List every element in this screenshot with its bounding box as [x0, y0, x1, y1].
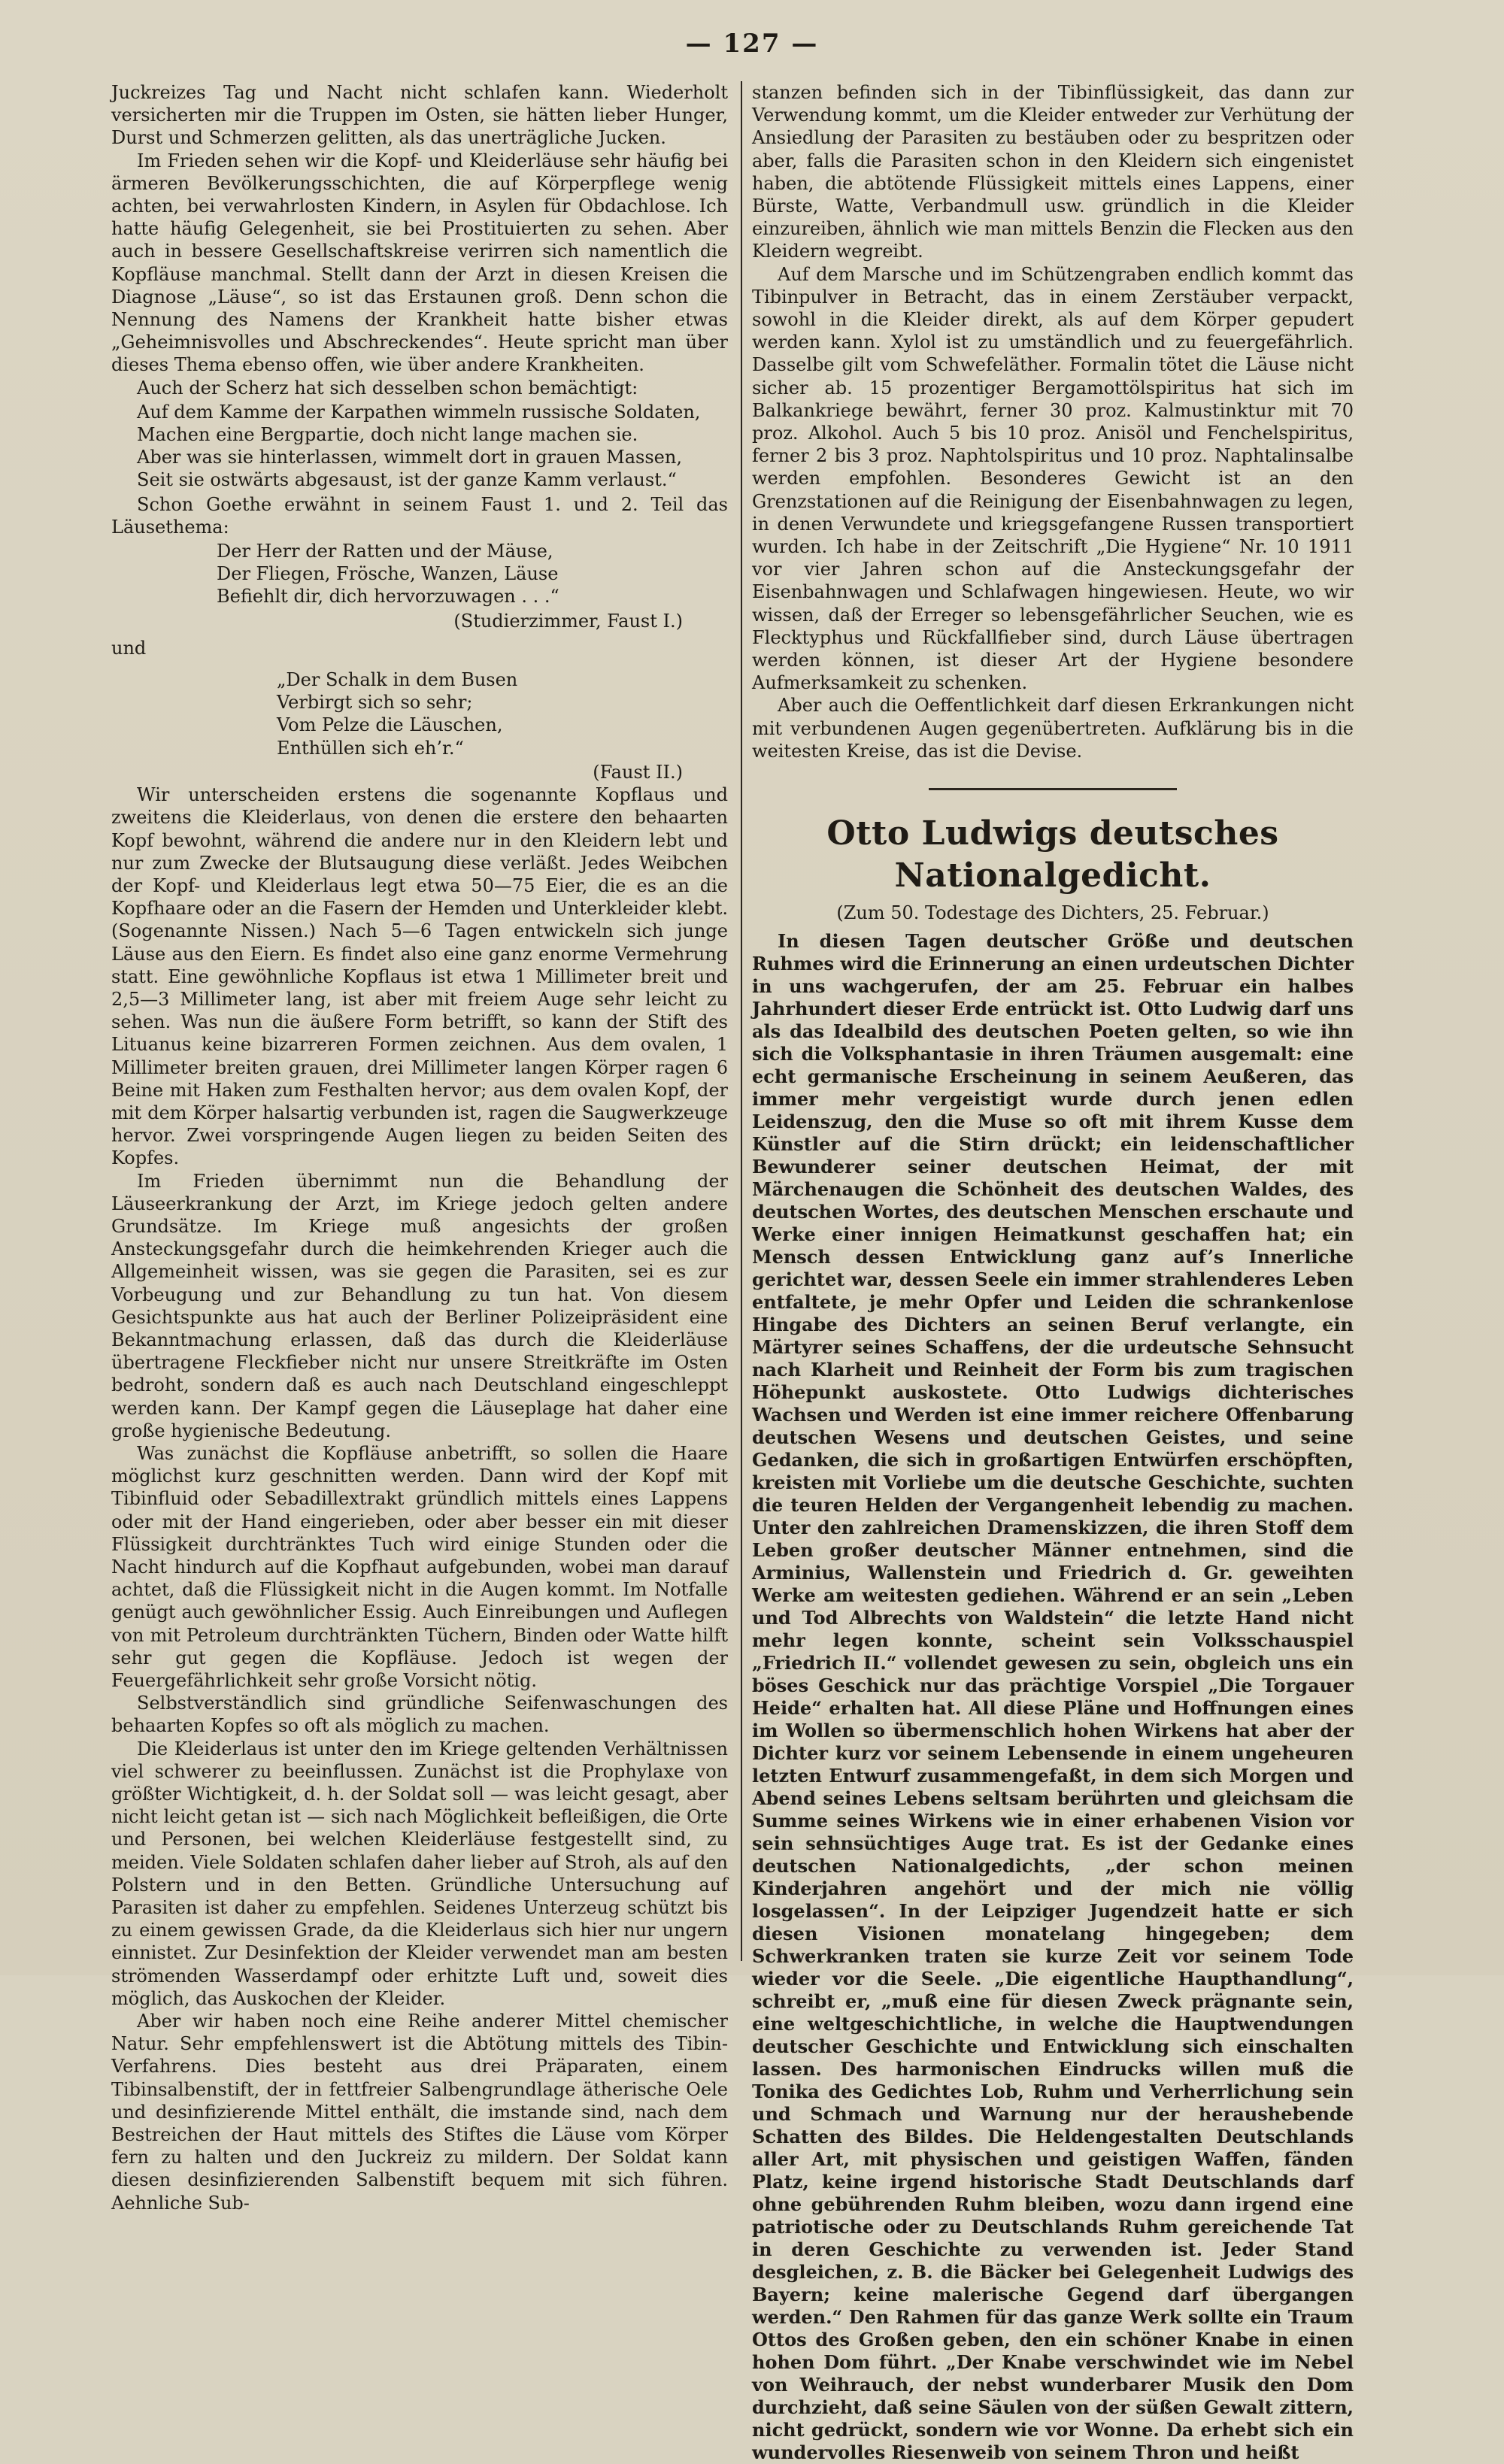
verse-line: „Der Schalk in dem Busen: [277, 669, 518, 691]
verse-line: Seit sie ostwärts abgesaust, ist der ganze Kamm verlaust.“: [137, 469, 677, 491]
paragraph: stanzen befinden sich in der Tibinflüssigkeit, das dann zur Verwendung kommt, um die Kleider entweder zur Verhütung der Ansiedlung der Parasiten zu bestäuben oder zu bespritzen oder aber, falls die Parasiten schon in den Kleidern sich eingenistet haben, die abtötende Flüssigkeit mittels eines Lappens, einer Bürste, Watte, Verbandmull usw. gründlich in die Kleider einzureiben, ähnlich wie man mittels Benzin die Flecken aus den Kleidern wegreibt.: [752, 82, 1354, 262]
verse-line: Der Fliegen, Frösche, Wanzen, Läuse: [217, 563, 559, 585]
paragraph: Auf dem Marsche und im Schützengraben endlich kommt das Tibinpulver in Betracht, das in einem Zerstäuber verpackt, sowohl in die Kleider direkt, als auf dem Körper gepudert werden kann. Xylol ist zu umständlich und zu feuergefährlich. Dasselbe gilt vom Schwefeläther. Formalin tötet die Läuse nicht sicher ab. 15 prozentiger Bergamottölspiritus hat sich im Balkankriege bewährt, ferner 30 proz. Kalmustinktur mit 70 proz. Alkohol. Auch 5 bis 10 proz. Anisöl und Fenchelspiritus, ferner 2 bis 3 proz. Naphtolspiritus und 10 proz. Naphtalinsalbe werden empfohlen. Besonderes Gewicht ist an den Grenzstationen auf die Reinigung der Eisenbahnwagen zu legen, in denen Verwundete und kriegsgefangene Russen transportiert wurden. Ich habe in der Zeitschrift „Die Hygiene“ Nr. 10 1911 vor vier Jahren schon auf die Ansteckungsgefahr der Eisenbahnwagen und Schlafwagen hingewiesen. Heute, wo wir wissen, daß der Erreger so lebensgefährlicher Seuchen, wie es Flecktyphus und Rückfallfieber sind, durch Läuse übertragen werden können, ist dieser Art der Hygiene besondere Aufmerksamkeit zu schenken.: [752, 263, 1354, 694]
paragraph: Juckreizes Tag und Nacht nicht schlafen kann. Wiederholt versicherten mir die Truppen im Osten, sie hätten lieber Hunger, Durst und Schmerzen gelitten, als das unerträgliche Jucken.: [111, 82, 728, 149]
paragraph: Aber auch die Oeffentlichkeit darf diesen Erkrankungen nicht mit verbundenen Augen gegenübertreten. Aufklärung bis in die weitesten Kreise, das ist die Devise.: [752, 695, 1354, 762]
paragraph: Schon Goethe erwähnt in seinem Faust 1. und 2. Teil das Läusethema:: [111, 493, 728, 538]
paragraph: Im Frieden sehen wir die Kopf- und Kleiderläuse sehr häufig bei ärmeren Bevölkerungsschichten, die auf Körperpflege wenig achten, bei verwahrlosten Kindern, in Asylen für Obdachlose. Ich hatte häufig Gelegenheit, sie bei Prostituierten zu sehen. Aber auch in bessere Gesellschaftskreise verirren sich namentlich die Kopfläuse manchmal. Stellt dann der Arzt in diesen Kreisen die Diagnose „Läuse“, so ist das Erstaunen groß. Denn schon die Nennung des Namens der Krankheit hatte bisher etwas „Geheimnisvolles und Abschreckendes“. Heute spricht man über dieses Thema ebenso offen, wie über andere Krankheiten.: [111, 150, 728, 376]
verse-line: Der Herr der Ratten und der Mäuse,: [217, 541, 553, 562]
verse-faust-1: [217, 540, 728, 608]
verse-karpathen: [137, 401, 728, 492]
verse-line: Auf dem Kamme der Karpathen wimmeln russische Soldaten,: [137, 401, 701, 423]
paragraph: Aber wir haben noch eine Reihe anderer Mittel chemischer Natur. Sehr empfehlenswert ist die Abtötung mittels des Tibin-Verfahrens. Dies besteht aus drei Präparaten, einem Tibinsalbenstift, der in fettfreier Salbengrundlage ätherische Oele und desinfizierende Mittel enthält, die imstande sind, nach dem Bestreichen der Haut mittels des Stiftes die Läuse vom Körper fern zu halten und den Juckreiz zu mildern. Der Soldat kann diesen desinfizierenden Salbenstift bequem mit sich führen. Aehnliche Sub-: [111, 2011, 728, 2214]
article-body: In diesen Tagen deutscher Größe und deutschen Ruhmes wird die Erinnerung an einen urdeutschen Dichter in uns wachgerufen, der am 25. Februar ein halbes Jahrhundert dieser Erde entrückt ist. Otto Ludwig darf uns als das Idealbild des deutschen Poeten gelten, so wie ihn sich die Volksphantasie in ihren Träumen ausgemalt: eine echt germanische Erscheinung in seinem Aeußeren, das immer mehr vergeistigt wurde durch jenen edlen Leidenszug, den die Muse so oft mit ihrem Kusse dem Künstler auf die Stirn drückt; ein leidenschaftlicher Bewunderer seiner deutschen Heimat, der mit Märchenaugen die Schönheit des deutschen Waldes, des deutschen Wortes, des deutschen Menschen erschaute und Werke einer innigen Heimatkunst geschaffen hat; ein Mensch dessen Entwicklung ganz auf’s Innerliche gerichtet war, dessen Seele ein immer strahlenderes Leben entfaltete, je mehr Opfer und Leiden die schrankenlose Hingabe des Dichters an seinen Beruf verlangte, ein Märtyrer seines Schaffens, der die urdeutsche Sehnsucht nach Klarheit und Reinheit der Form bis zum tragischen Höhepunkt auskostete. Otto Ludwigs dichterisches Wachsen und Werden ist eine immer reichere Offenbarung deutschen Wesens und deutschen Geistes, und seine Gedanken, die sich in großartigen Entwürfen erschöpften, kreisten mit Vorliebe um die deutsche Geschichte, suchten die teuren Helden der Vergangenheit lebendig zu machen. Unter den zahlreichen Dramenskizzen, die ihren Stoff dem Leben großer deutscher Männer entnehmen, sind die Arminius, Wallenstein und Friedrich d. Gr. geweihten Werke am weitesten gediehen. Während er an sein „Leben und Tod Albrechts von Waldstein“ die letzte Hand nicht mehr legen konnte, scheint sein Volksschauspiel „Friedrich II.“ vollendet gewesen zu sein, obgleich uns ein böses Geschick nur das prächtige Vorspiel „Die Torgauer Heide“ erhalten hat. All diese Pläne und Hoffnungen eines im Wollen so übermenschlich hohen Wirkens hat aber der Dichter kurz vor seinem Lebensende in einem ungeheuren letzten Entwurf zusammengefaßt, in dem sich Morgen und Abend seines Lebens seltsam berührten und gleichsam die Summe seines Wirkens wie in einer erhabenen Vision vor sein sehnsüchtiges Auge trat. Es ist der Gedanke eines deutschen Nationalgedichts, „der schon meinen Kinderjahren angehört und der mich nie völlig losgelassen“. In der Leipziger Jugendzeit hatte er sich diesen Visionen monatelang hingegeben; dem Schwerkranken traten sie kurze Zeit vor seinem Tode wieder vor die Seele. „Die eigentliche Haupthandlung“, schreibt er, „muß eine für diesen Zweck prägnante sein, eine weltgeschichtliche, in welche die Hauptwendungen deutscher Geschichte und Entwicklung sich einschalten lassen. Des harmonischen Eindrucks willen muß die Tonika des Gedichtes Lob, Ruhm und Verherrlichung sein und Schmach und Warnung nur der heraushebende Schatten des Bildes. Die Heldengestalten Deutschlands aller Art, mit physischen und geistigen Waffen, fänden Platz, keine irgend historische Stadt Deutschlands darf ohne gebührenden Ruhm bleiben, wozu dann irgend eine patriotische oder zu Deutschlands Ruhm gereichende Tat in deren Geschichte zu verwenden ist. Jeder Stand desgleichen, z. B. die Bäcker bei Gelegenheit Ludwigs des Bayern; keine malerische Gegend darf übergangen werden.“ Den Rahmen für das ganze Werk sollte ein Traum Ottos des Großen geben, den ein schöner Knabe in einen hohen Dom führt. „Der Knabe verschwindet wie im Nebel von Weihrauch, der nebst wunderbarer Musik den Dom durchzieht, daß seine Säulen von der süßen Gewalt zittern, nicht gedrückt, sondern wie vor Wonne. Da erhebt sich ein wundervolles Riesenweib von seinem Thron und heißt: [752, 930, 1354, 2464]
article-headline: Otto Ludwigs deutsches Nationalgedicht.: [826, 814, 1279, 896]
verse-line: Vom Pelze die Läuschen,: [277, 714, 503, 736]
verse-faust-2: [277, 668, 728, 759]
paragraph: Was zunächst die Kopfläuse anbetrifft, so sollen die Haare möglichst kurz geschnitten werden. Dann wird der Kopf mit Tibinfluid oder Sebadillextrakt gründlich mittels eines Lappens oder mit der Hand eingerieben, oder aber besser ein mit dieser Flüssigkeit durchtränktes Tuch wird einige Stunden oder die Nacht hindurch auf die Kopfhaut aufgebunden, wobei man darauf achtet, daß die Flüssigkeit nicht in die Augen kommt. Im Notfalle genügt auch gewöhnlicher Essig. Auch Einreibungen und Auflegen von mit Petroleum durchtränkten Tüchern, Binden oder Watte hilft sehr gut gegen die Kopfläuse. Jedoch ist wegen der Feuergefährlichkeit sehr große Vorsicht nötig.: [111, 1442, 728, 1692]
article-subheading: (Zum 50. Todestage des Dichters, 25. Februar.): [836, 902, 1269, 924]
verse-line: Befiehlt dir, dich hervorzuwagen . . .“: [217, 586, 559, 608]
paragraph: Auch der Scherz hat sich desselben schon bemächtigt:: [137, 377, 638, 399]
paragraph: Wir unterscheiden erstens die sogenannte Kopflaus und zweitens die Kleiderlaus, von denen die erstere den behaarten Kopf bewohnt, während die andere nur in den Kleidern lebt und nur zum Zwecke der Blutsaugung diese verläßt. Jedes Weibchen der Kopf- und Kleiderlaus legt etwa 50—75 Eier, die es an die Kopfhaare oder an die Fasern der Hemden und Unterkleider klebt. (Sogenannte Nissen.) Nach 5—6 Tagen entwickeln sich junge Läuse aus den Eiern. Es findet also eine ganz enorme Vermehrung statt. Eine gewöhnliche Kopflaus ist etwa 1 Millimeter breit und 2,5—3 Millimeter lang, ist aber mit freiem Auge sehr leicht zu sehen. Was nun die äußere Form betrifft, so kann der Stift des Lituanus keine bizarreren Formen zeichnen. Aus dem ovalen, 1 Millimeter breiten grauen, drei Millimeter langen Körper ragen 6 Beine mit Haken zum Festhalten hervor; aus dem ovalen Kopf, der mit dem Körper halsartig verbunden ist, ragen die Saugwerkzeuge hervor. Zwei vorspringende Augen liegen zu beiden Seiten des Kopfes.: [111, 784, 728, 1169]
right-column: [752, 81, 1354, 2464]
verse-line: Machen eine Bergpartie, doch nicht lange machen sie.: [137, 424, 638, 446]
paragraph: Im Frieden übernimmt nun die Behandlung der Läuseerkrankung der Arzt, im Kriege jedoch gelten andere Grundsätze. Im Kriege muß angesichts der großen Ansteckungsgefahr durch die heimkehrenden Krieger auch die Allgemeinheit wissen, was sie gegen die Parasiten, sei es zur Vorbeugung und zur Behandlung zu tun hat. Von diesem Gesichtspunkte aus hat auch der Berliner Polizeipräsident eine Bekanntmachung erlassen, daß das durch die Kleiderläuse übertragene Fleckfieber nicht nur unsere Streitkräfte im Osten bedroht, sondern daß es auch nach Deutschland eingeschleppt werden kann. Der Kampf gegen die Läuseplage hat daher eine große hygienische Bedeutung.: [111, 1170, 728, 1441]
verse-line: Aber was sie hinterlassen, wimmelt dort in grauen Massen,: [137, 447, 682, 468]
citation: (Faust II.): [593, 761, 683, 783]
verse-line: Enthüllen sich eh’r.“: [277, 737, 464, 759]
citation: (Studierzimmer, Faust I.): [453, 610, 683, 632]
conjunction: und: [111, 637, 147, 659]
paragraph: Selbstverständlich sind gründliche Seifenwaschungen des behaarten Kopfes so oft als möglich zu machen.: [111, 1693, 728, 1737]
page-number: — 127 —: [685, 29, 819, 59]
column-divider: [741, 81, 742, 1961]
paragraph: Die Kleiderlaus ist unter den im Kriege geltenden Verhältnissen viel schwerer zu beeinflussen. Zunächst ist die Prophylaxe von größter Wichtigkeit, d. h. der Soldat soll — was leicht gesagt, aber nicht leicht getan ist — sich nach Möglichkeit befleißigen, die Orte und Personen, bei welchen Kleiderläuse festgestellt sind, zu meiden. Viele Soldaten schlafen daher lieber auf Stroh, als auf den Polstern und in den Betten. Gründliche Untersuchung auf Parasiten ist daher zu empfehlen. Seidenes Unterzeug schützt bis zu einem gewissen Grade, da die Kleiderlaus sich hier nur ungern einnistet. Zur Desinfektion der Kleider verwendet man am besten strömenden Wasserdampf oder erhitzte Luft und, soweit dies möglich, das Auskochen der Kleider.: [111, 1738, 728, 2009]
verse-line: Verbirgt sich so sehr;: [277, 692, 473, 714]
left-column: [111, 81, 728, 2214]
section-divider: [929, 788, 1177, 790]
